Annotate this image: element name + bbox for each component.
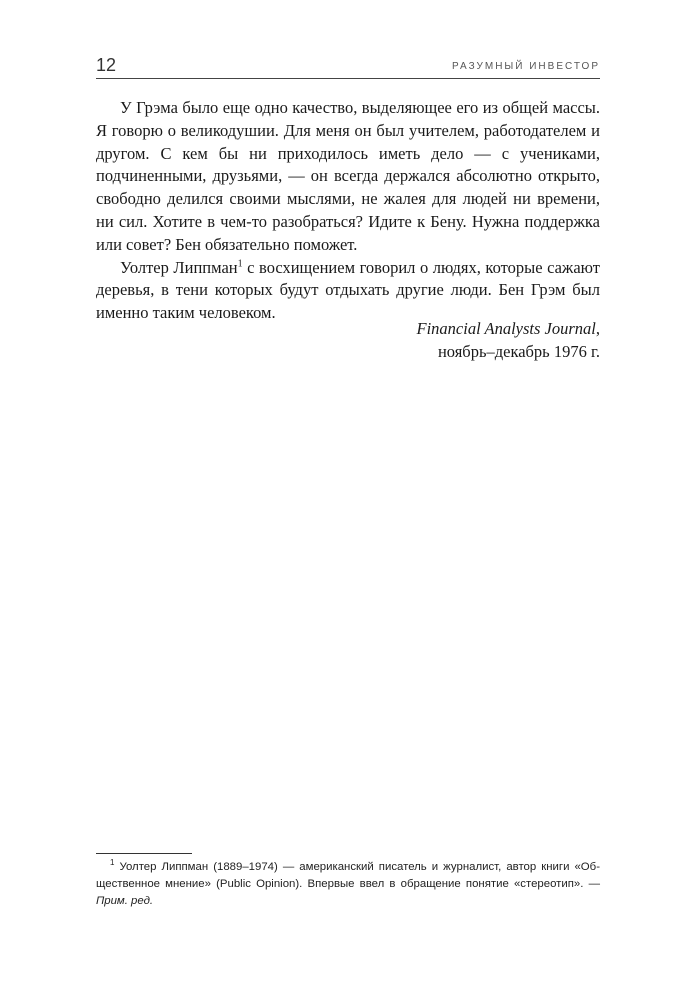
editor-note: Прим. ред.	[96, 895, 154, 907]
running-head: РАЗУМНЫЙ ИНВЕСТОР	[452, 61, 600, 72]
header-rule	[96, 78, 600, 79]
paragraph-text: Уолтер Липпман	[120, 257, 238, 277]
footnote	[96, 859, 600, 910]
paragraph-text: с восхищением говорил о людях, которые сажают деревья, в тени которых будут отдыхать другие люди. Бен Грэм был именно таким человеком.	[96, 257, 600, 323]
attribution-source	[96, 318, 600, 341]
page-header	[96, 55, 600, 79]
journal-suffix: ,	[595, 319, 600, 338]
paragraph: У Грэма было еще одно качество, выделяющее его из общей массы. Я говорю о великодушии. Для меня он был учителем, работодателем и другом. С кем бы ни приходилось иметь дело — с учениками, подчиненными, друзьями, — он всегда держался абсолютно открыто, свободно делился своими мыслями, не жалея для людей ни времени, ни сил. Хотите в чем-то разобраться? Идите к Бену. Нужна поддержка или совет? Бен обязательно поможет.	[96, 98, 600, 254]
footnote-reference: 1	[237, 258, 243, 270]
footnote-paragraph	[96, 859, 600, 910]
attribution	[96, 318, 600, 364]
body-text	[96, 97, 600, 325]
paragraph	[96, 257, 600, 325]
footnote-marker: 1	[110, 858, 115, 868]
page-number: 12	[96, 55, 117, 75]
footnote-rule	[96, 853, 192, 854]
journal-title: Financial Analysts Journal	[416, 319, 596, 338]
attribution-date: ноябрь–декабрь 1976 г.	[437, 341, 600, 361]
footnote-text: Уолтер Липпман (1889–1974) — американский писатель и журналист, автор книги «Общественное мнение» (Public Opinion). Впервые ввел в обращение понятие «стереотип». —	[96, 861, 600, 890]
